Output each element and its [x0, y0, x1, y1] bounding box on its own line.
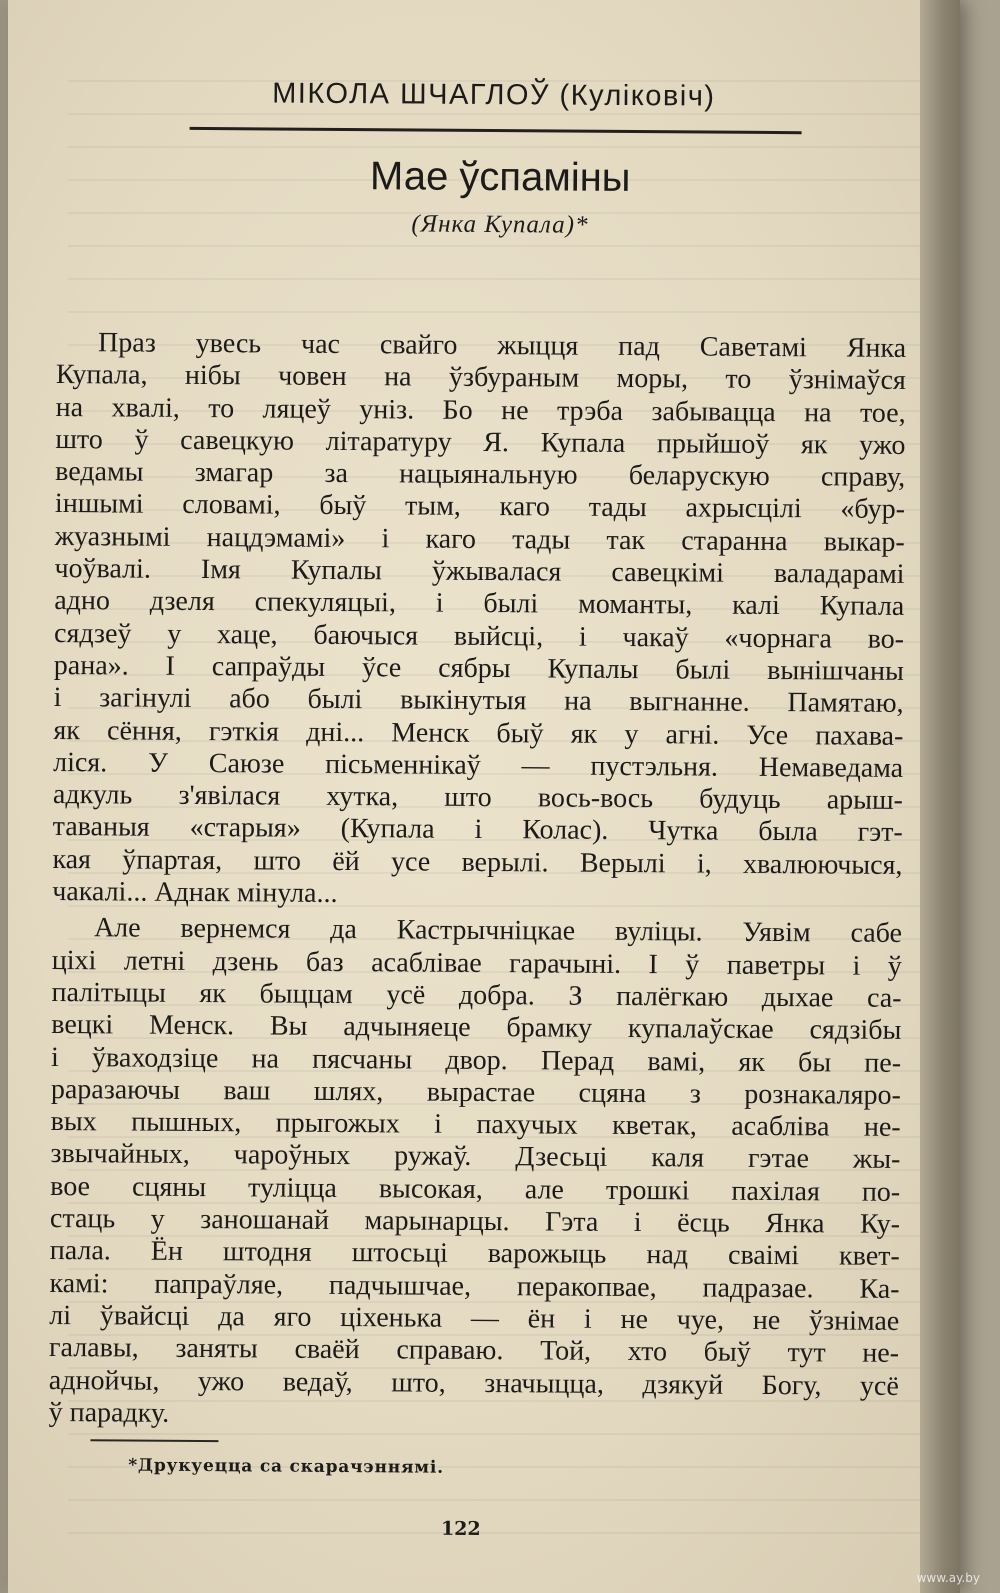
text-line: ведамы змагар за нацыянальную беларускую справу,	[55, 456, 906, 494]
text-line: чакалі... Аднак мінула...	[52, 876, 338, 910]
text-line: адно дзеля спекуляцыі, і былі моманты, калі Купала	[54, 585, 905, 623]
text-line: палітыцы як быццам усё добра. З палёгкаю дыхае са-	[51, 976, 902, 1014]
paragraph-2	[49, 912, 903, 1435]
text-line: камі: папраўляе, падчышчае, перакопвае, падразае. Ка-	[49, 1267, 900, 1305]
footnote: *Друкуецца са скарачэннямі.	[128, 1455, 444, 1478]
chapter-subtitle: (Янка Купала)*	[411, 210, 589, 239]
text-line: рана». І сапраўды ўсе сябры Купалы былі вынішчаны	[53, 649, 904, 687]
text-line: раразаючы ваш шлях, вырастае сцяна з рознакаляро-	[50, 1073, 901, 1111]
body-text	[49, 327, 907, 1435]
text-line: вых пышных, прыгожых і пахучых кветак, асабліва не-	[50, 1106, 901, 1144]
text-line: як сёння, гэткія дні... Менск быў як у агні. Усе пахава-	[53, 714, 904, 752]
text-line: аднойчы, ужо ведаў, што, значыцца, дзякуй Богу, усё	[48, 1364, 899, 1402]
text-line: Але вернемся да Кастрычніцкае вуліцы. Уявім сабе	[93, 912, 903, 950]
text-line: чоўвалі. Імя Купалы ўжывалася савецкімі валадарамі	[54, 553, 905, 591]
text-line: вое сцяны туліцца высокая, але трошкі пахілая по-	[50, 1170, 901, 1208]
text-line: лі ўвайсці да яго ціхенька — ён і не чуе, не ўзнімае	[49, 1299, 900, 1337]
text-line: кая ўпартая, што ёй усе верылі. Верылі і, хвалюючыся,	[52, 843, 903, 881]
text-line: і загінулі або былі выкінутыя на выгнанне. Памятаю,	[53, 682, 904, 720]
text-line: ліся. У Саюзе пісьменнікаў — пустэльня. Немаведама	[53, 746, 904, 784]
text-line: таваныя «старыя» (Купала і Колас). Чутка была гэт-	[52, 811, 903, 849]
text-line: жуазнымі нацдэмамі» і каго тады так старанна выкар-	[54, 520, 905, 558]
page-curl-edge	[920, 0, 960, 1593]
author-underline	[190, 127, 802, 134]
text-line: галавы, заняты сваёй справаю. Той, хто быў тут не-	[48, 1332, 900, 1370]
book-page	[8, 0, 960, 1593]
watermark: www.ay.by	[916, 1571, 980, 1585]
text-line: што ў савецкую літаратуру Я. Купала прыйшоў як ужо	[55, 423, 906, 461]
text-line: сядзеў у хаце, баючыся выйсці, і чакаў «чорнага во-	[53, 617, 905, 655]
text-line: іншымі словамі, быў тым, каго тады ахрысцілі «бур-	[54, 488, 906, 526]
text-line: ў парадку.	[48, 1396, 170, 1429]
text-line: Праз увесь час свайго жыцця пад Саветамі Янка	[98, 327, 907, 364]
text-line: звычайных, чароўных ружаў. Дзесьці каля гэтае жы-	[50, 1138, 901, 1176]
chapter-title: Мае ўспаміны	[369, 154, 631, 201]
author-heading: МІКОЛА ШЧАГЛОЎ (Куліковіч)	[272, 77, 716, 113]
text-line: Купала, нібы човен на ўзбураным моры, то ўзнімаўся	[55, 359, 906, 397]
text-line: на хвалі, то ляцеў уніз. Бо не трэба забывацца на тое,	[55, 391, 906, 429]
text-line: і ўваходзіце на пясчаны двор. Перад вамі, як бы пе-	[51, 1041, 902, 1079]
text-line: адкуль з'явілася хутка, што вось-вось будуць арыш-	[52, 779, 904, 817]
text-line: стаць у заношанай марынарцы. Гэта і ёсць Янка Ку-	[49, 1203, 901, 1240]
footnote-divider	[90, 1439, 218, 1441]
text-line: ціхі летні дзень баз асабліваe гарачыні. І ў паветры і ў	[51, 944, 902, 982]
page-content	[46, 72, 916, 1543]
page-number: 122	[440, 1517, 481, 1540]
text-line: вецкі Менск. Вы адчыняеце брамку купалаўскае сядзібы	[51, 1009, 902, 1047]
text-line: пала. Ён штодня штосьці варожыць над сваімі квет-	[49, 1235, 900, 1273]
paragraph-1	[52, 327, 906, 914]
